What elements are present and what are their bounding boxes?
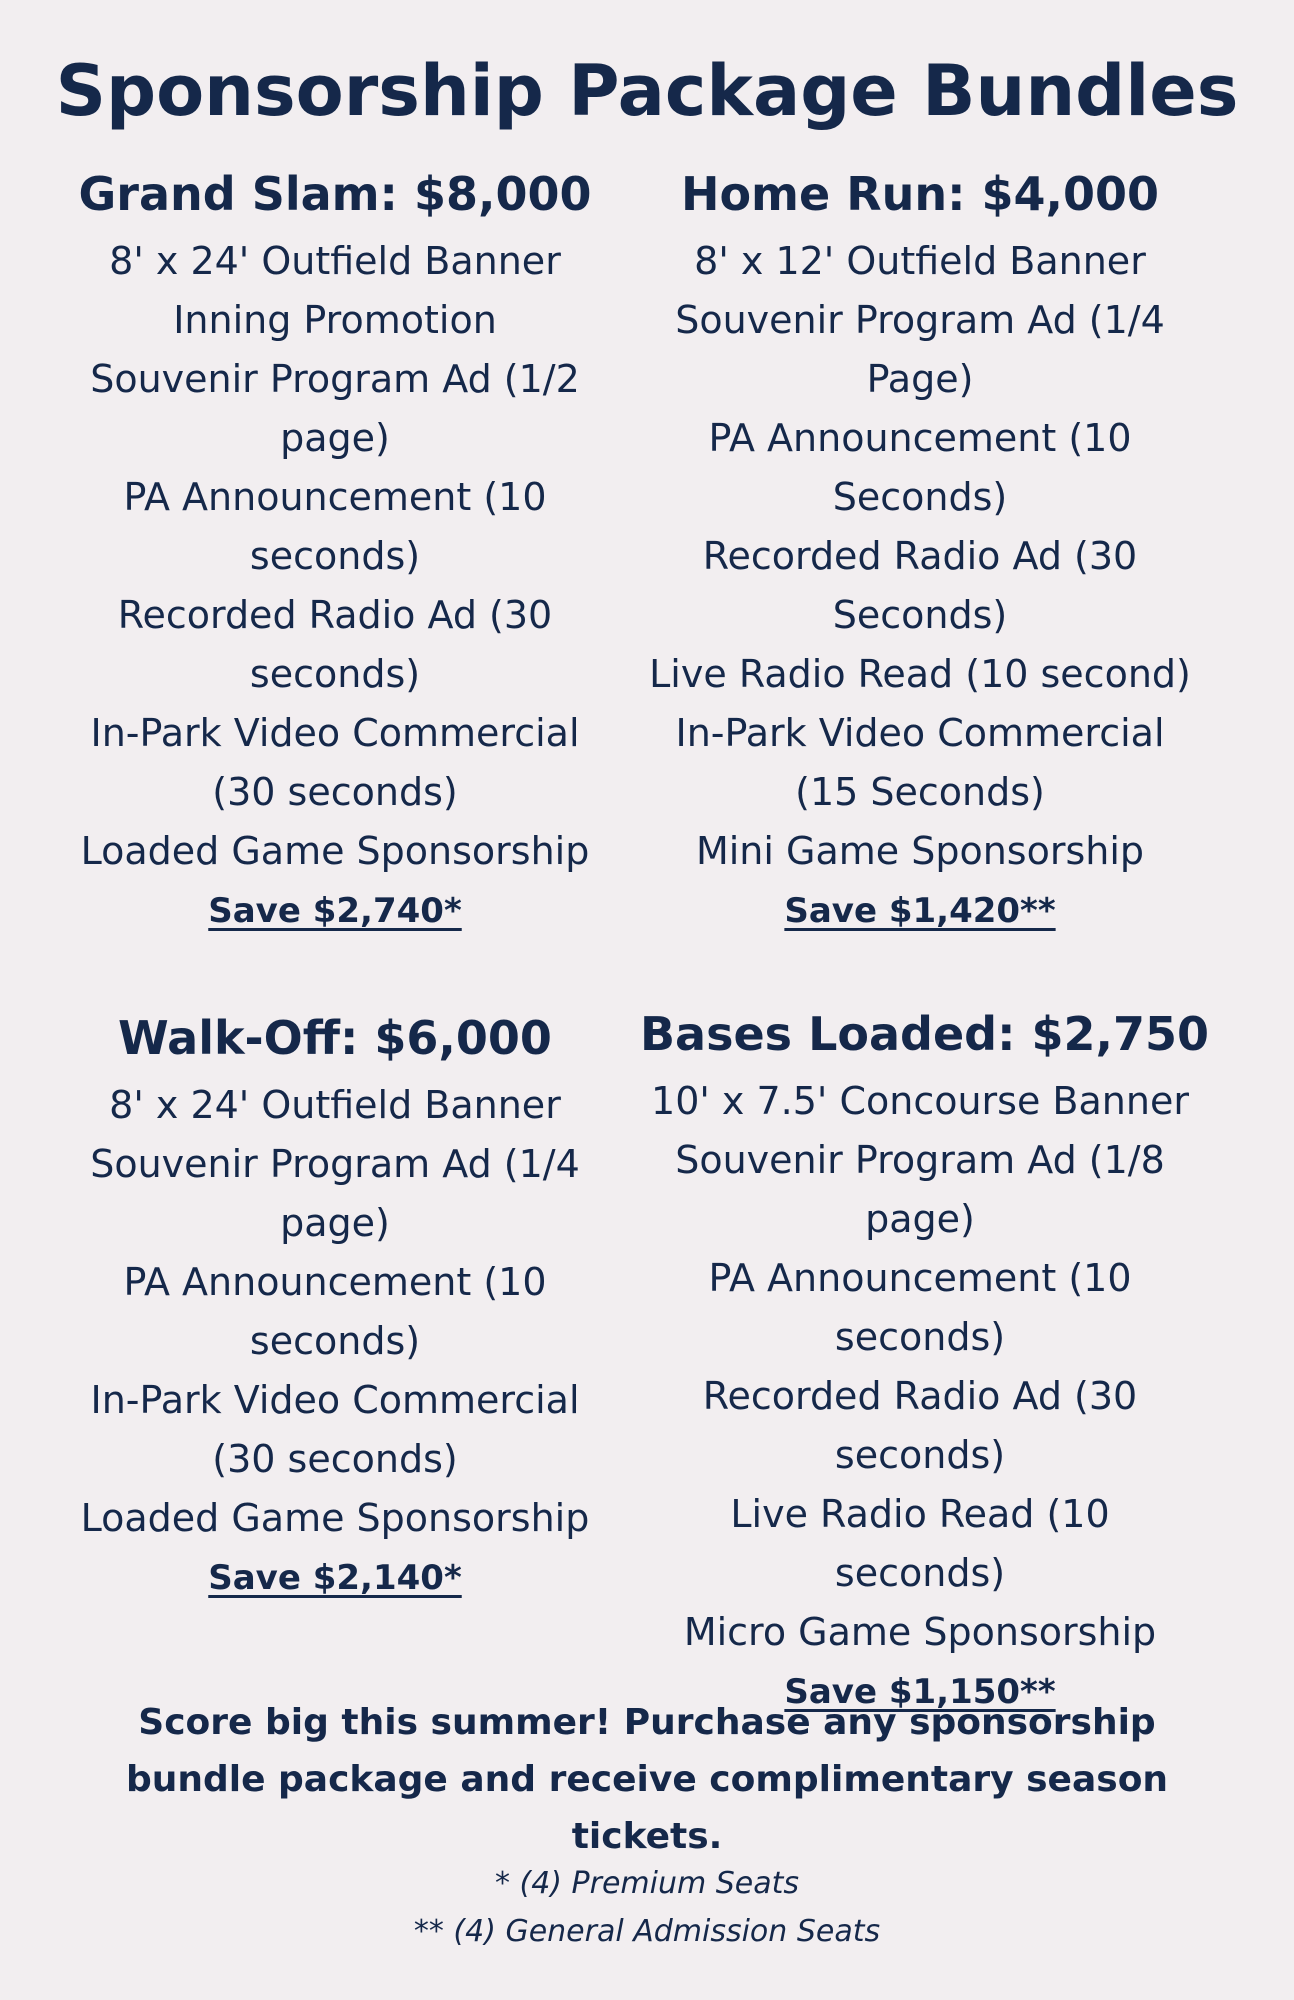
package-title: Home Run: $4,000 [680,167,1160,221]
list-item: 8' x 24' Outfield Banner [109,239,561,283]
promo-text: Score big this summer! Purchase any sponsorship bundle package and receive complimentary season tickets. [125,1702,1169,1857]
list-item: Souvenir Program Ad (1/8 page) [675,1138,1165,1241]
page-title: Sponsorship Package Bundles [55,50,1239,132]
package-bases-loaded [640,1002,1210,1720]
list-item: Live Radio Read (10 second) [649,652,1191,696]
package-items [640,232,1200,881]
list-item: Recorded Radio Ad (30 Seconds) [702,534,1138,637]
savings-label: Save $2,740* [208,891,462,931]
footnote-general: ** (4) General Admission Seats [413,1914,881,1949]
list-item: Souvenir Program Ad (1/4 Page) [675,298,1165,401]
list-item: Micro Game Sponsorship [683,1610,1157,1654]
package-home-run [640,162,1200,939]
list-item: PA Announcement (10 seconds) [123,475,547,578]
list-item: 8' x 12' Outfield Banner [694,239,1146,283]
savings-label: Save $1,150** [784,1672,1056,1712]
package-walk-off [55,1006,615,1606]
list-item: Recorded Radio Ad (30 seconds) [117,593,553,696]
package-items [55,232,615,881]
savings-label: Save $2,140* [208,1558,462,1598]
list-item: 10' x 7.5' Concourse Banner [651,1079,1189,1123]
savings-label: Save $1,420** [784,891,1056,931]
list-item: Recorded Radio Ad (30 seconds) [702,1374,1138,1477]
footnotes [0,1860,1294,1956]
list-item: Loaded Game Sponsorship [80,829,590,873]
list-item: In-Park Video Commercial (30 seconds) [90,1378,580,1481]
list-item: In-Park Video Commercial (30 seconds) [90,711,580,814]
list-item: 8' x 24' Outfield Banner [109,1083,561,1127]
list-item: In-Park Video Commercial (15 Seconds) [675,711,1165,814]
package-grand-slam [55,162,615,939]
package-title: Grand Slam: $8,000 [78,167,592,221]
list-item: PA Announcement (10 Seconds) [708,416,1132,519]
package-title: Bases Loaded: $2,750 [640,1007,1210,1061]
package-items [640,1072,1200,1662]
package-title: Walk-Off: $6,000 [118,1011,552,1065]
list-item: Live Radio Read (10 seconds) [730,1492,1110,1595]
list-item: Mini Game Sponsorship [695,829,1145,873]
list-item: Inning Promotion [173,298,497,342]
list-item: Loaded Game Sponsorship [80,1496,590,1540]
list-item: PA Announcement (10 seconds) [708,1256,1132,1359]
list-item: PA Announcement (10 seconds) [123,1260,547,1363]
footnote-premium: * (4) Premium Seats [494,1866,800,1901]
list-item: Souvenir Program Ad (1/2 page) [90,357,580,460]
list-item: Souvenir Program Ad (1/4 page) [90,1142,580,1245]
package-items [55,1076,615,1548]
